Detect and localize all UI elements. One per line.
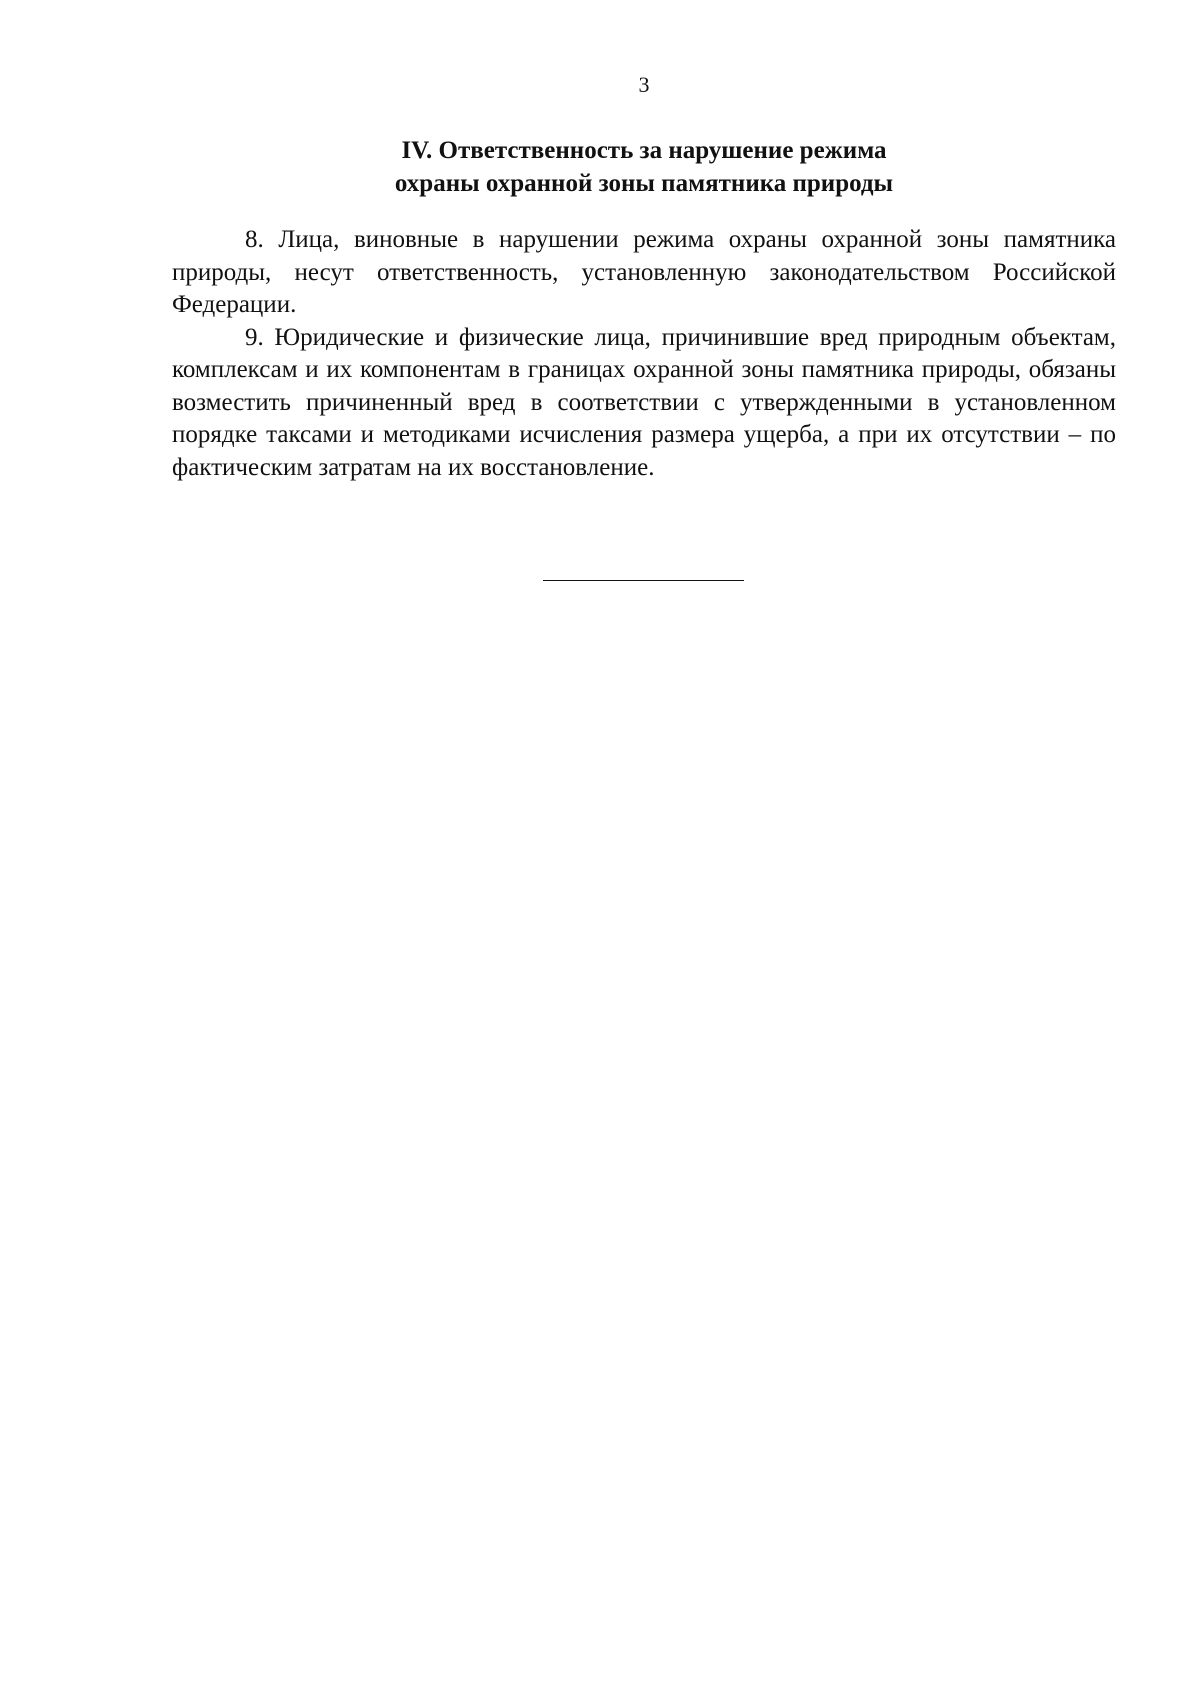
page-number: 3 [638, 72, 650, 97]
section-heading [172, 134, 1116, 200]
section-heading-line-2: охраны охранной зоны памятника природы [394, 170, 894, 197]
section-body [172, 224, 1116, 484]
section-heading-line-1: IV. Ответственность за нарушение режима [401, 137, 887, 164]
end-of-document-rule [543, 580, 744, 581]
paragraph-9: 9. Юридические и физические лица, причинившие вред природным объектам, комплексам и их компонентам в границах охранной зоны памятника природы, обязаны возместить причиненный вред в соответствии с утвержденными в установленном порядке таксами и методиками исчисления размера ущерба, а при их отсутствии – по фактическим затратам на их восстановление. [172, 323, 1116, 481]
paragraph-8: 8. Лица, виновные в нарушении режима охраны охранной зоны памятника природы, несут ответственность, установленную законодательством Российской Федерации. [172, 226, 1116, 318]
